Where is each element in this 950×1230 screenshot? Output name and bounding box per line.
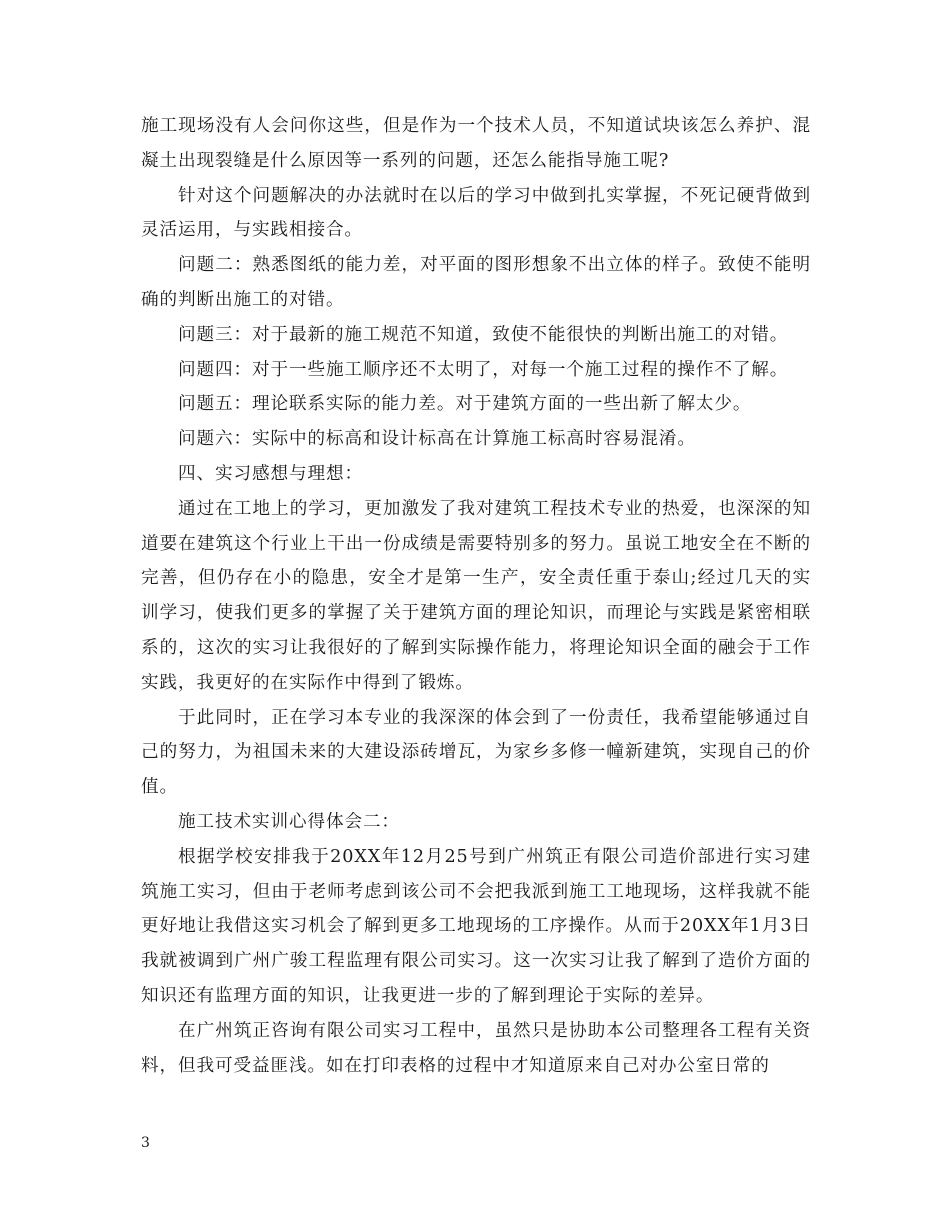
paragraph: 问题四：对于一些施工顺序还不太明了，对每一个施工过程的操作不了解。: [178, 359, 789, 380]
page-number: 3: [141, 1135, 150, 1151]
paragraph: 于此同时，正在学习本专业的我深深的体会到了一份责任，我希望能够通过自己的努力，为祖国未来的大建设添砖增瓦，为家乡多修一幢新建筑，实现自己的价值。: [141, 707, 811, 798]
paragraph: 在广州筑正咨询有限公司实习工程中，虽然只是协助本公司整理各工程有关资料，但我可受益匪浅。如在打印表格的过程中才知道原来自己对办公室日常的: [141, 1020, 811, 1076]
paragraph: 施工现场没有人会问你这些，但是作为一个技术人员，不知道试块该怎么养护、混凝土出现裂缝是什么原因等一系列的问题，还怎么能指导施工呢?: [141, 116, 811, 171]
paragraph: 根据学校安排我于20XX年12月25号到广州筑正有限公司造价部进行实习建筑施工实习，但由于老师考虑到该公司不会把我派到施工工地现场，这样我就不能更好地让我借这实习机会了解到更多工地现场的工序操作。从而于20XX年1月3日我就被调到广州广骏工程监理有限公司实习。这一次实习让我了解到了造价方面的知识还有监理方面的知识，让我更进一步的了解到理论于实际的差异。: [141, 846, 811, 1006]
section-heading: 四、实习感想与理想：: [178, 463, 363, 484]
section-heading: 施工技术实训心得体会二：: [178, 811, 400, 832]
document-body: [141, 109, 811, 1083]
paragraph: 问题五：理论联系实际的能力差。对于建筑方面的一些出新了解太少。: [178, 394, 752, 415]
paragraph: 问题六：实际中的标高和设计标高在计算施工标高时容易混淆。: [178, 429, 696, 450]
paragraph: 针对这个问题解决的办法就时在以后的学习中做到扎实掌握，不死记硬背做到灵活运用，与实践相接合。: [141, 185, 811, 241]
paragraph: 通过在工地上的学习，更加激发了我对建筑工程技术专业的热爱，也深深的知道要在建筑这个行业上干出一份成绩是需要特别多的努力。虽说工地安全在不断的完善，但仍存在小的隐患，安全才是第一生产，安全责任重于泰山;经过几天的实训学习，使我们更多的掌握了关于建筑方面的理论知识，而理论与实践是紧密相联系的，这次的实习让我很好的了解到实际操作能力，将理论知识全面的融会于工作实践，我更好的在实际作中得到了锻炼。: [141, 498, 811, 693]
paragraph: 问题二：熟悉图纸的能力差，对平面的图形想象不出立体的样子。致使不能明确的判断出施工的对错。: [141, 255, 811, 310]
paragraph: 问题三：对于最新的施工规范不知道，致使不能很快的判断出施工的对错。: [178, 324, 789, 345]
